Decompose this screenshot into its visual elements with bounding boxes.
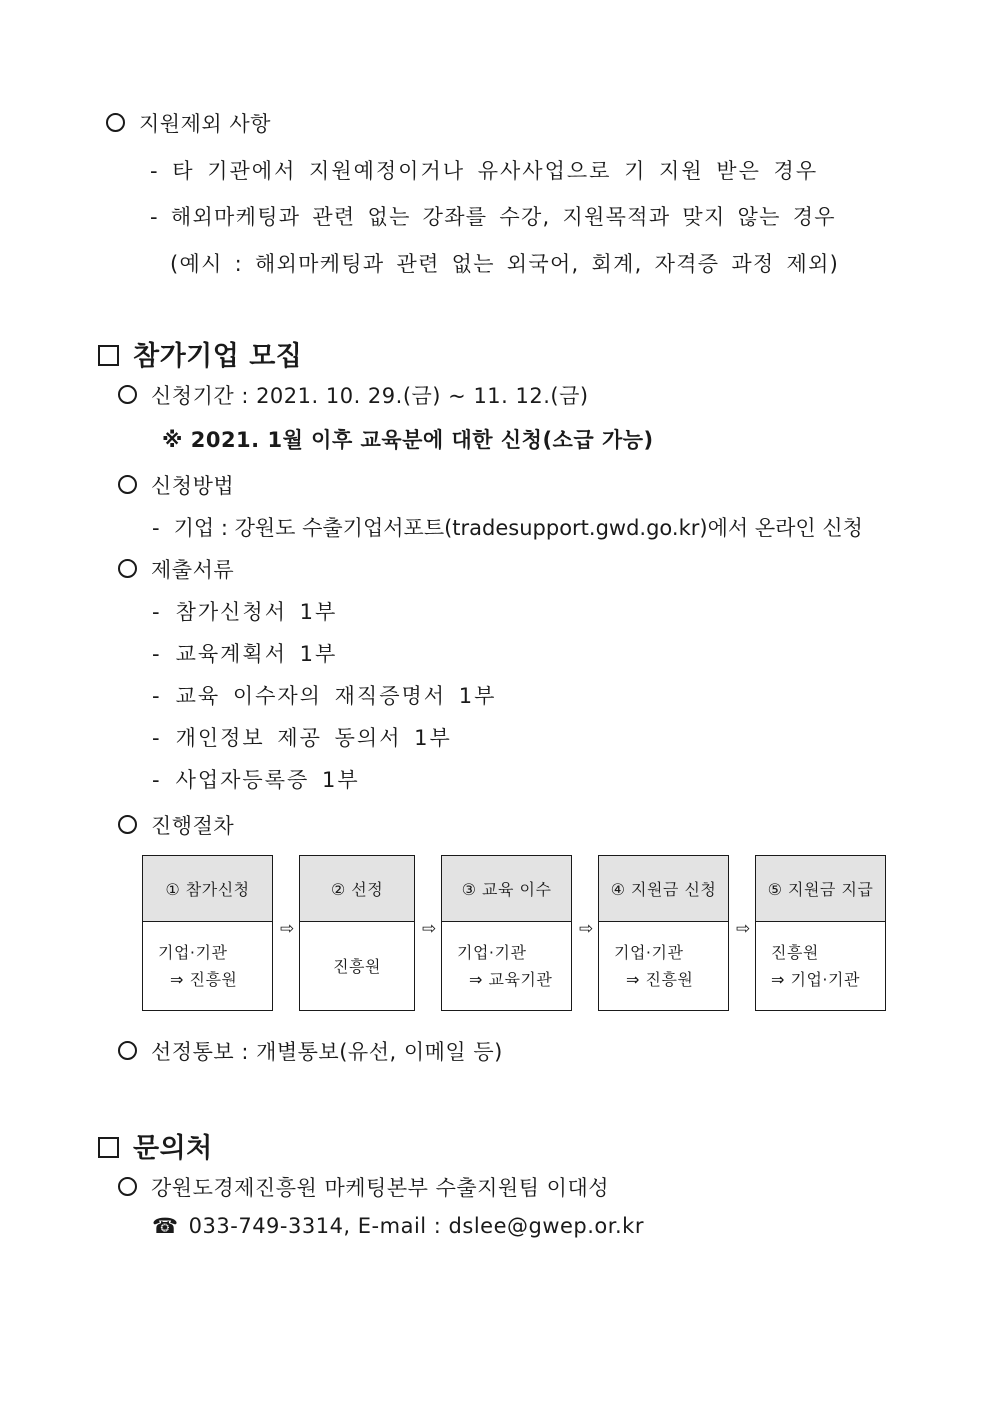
method-title-row xyxy=(118,470,234,500)
exclusion-title: 지원제외 사항 xyxy=(139,112,271,136)
contact-heading-row xyxy=(98,1126,213,1165)
step-head: ① 참가신청 xyxy=(143,856,272,922)
contact-phone-row xyxy=(152,1214,644,1238)
process-title: 진행절차 xyxy=(151,814,235,838)
doc-item: - 교육 이수자의 재직증명서 1부 xyxy=(152,684,497,708)
step-head: ③ 교육 이수 xyxy=(442,856,571,922)
step-box-4 xyxy=(598,855,729,1011)
doc-item: - 교육계획서 1부 xyxy=(152,642,338,666)
process-title-row xyxy=(118,810,234,840)
square-bullet-icon xyxy=(98,1137,119,1158)
exclusion-title-row xyxy=(106,108,271,138)
step-head: ⑤ 지원금 지급 xyxy=(756,856,885,922)
circle-bullet-icon xyxy=(118,815,137,834)
circle-bullet-icon xyxy=(106,113,125,132)
contact-phone: 033-749-3314, E-mail : dslee@gwep.or.kr xyxy=(188,1214,644,1238)
step-body: 기업·기관 ⇒ 진흥원 xyxy=(614,943,694,989)
square-bullet-icon xyxy=(98,345,119,366)
step-body: 진흥원 ⇒ 기업·기관 xyxy=(771,943,860,989)
step-box-2 xyxy=(299,855,415,1011)
process-flow xyxy=(142,855,886,1011)
doc-item: - 참가신청서 1부 xyxy=(152,600,338,624)
exclusion-item-1: - 타 기관에서 지원예정이거나 유사사업으로 기 지원 받은 경우 xyxy=(150,159,819,183)
doc-item: - 개인정보 제공 동의서 1부 xyxy=(152,726,452,750)
circle-bullet-icon xyxy=(118,559,137,578)
period-text: 신청기간 : 2021. 10. 29.(금) ~ 11. 12.(금) xyxy=(151,384,589,408)
notice-text: 선정통보 : 개별통보(유선, 이메일 등) xyxy=(151,1040,503,1064)
method-item-row: - 기업 : 강원도 수출기업서포트(tradesupport.gwd.go.kr)에서 온라인 신청 xyxy=(152,516,863,540)
step-head: ② 선정 xyxy=(300,856,414,922)
method-title: 신청방법 xyxy=(151,474,235,498)
circle-bullet-icon xyxy=(118,475,137,494)
circle-bullet-icon xyxy=(118,1041,137,1060)
exclusion-note: (예시 : 해외마케팅과 관련 없는 외국어, 회계, 자격증 과정 제외) xyxy=(170,252,840,276)
step-body: 진흥원 xyxy=(333,956,381,976)
arrow-right-icon: ⇨ xyxy=(579,919,594,939)
exclusion-item-2: - 해외마케팅과 관련 없는 강좌를 수강, 지원목적과 맞지 않는 경우 xyxy=(150,205,836,229)
step-box-1 xyxy=(142,855,273,1011)
period-row xyxy=(118,380,589,410)
docs-title: 제출서류 xyxy=(151,558,235,582)
notice-row xyxy=(118,1036,503,1066)
step-box-3 xyxy=(441,855,572,1011)
contact-org: 강원도경제진흥원 마케팅본부 수출지원팀 이대성 xyxy=(151,1176,610,1200)
circle-bullet-icon xyxy=(118,385,137,404)
arrow-right-icon: ⇨ xyxy=(736,919,751,939)
step-body: 기업·기관 ⇒ 교육기관 xyxy=(457,943,553,989)
arrow-right-icon: ⇨ xyxy=(280,919,295,939)
phone-icon: ☎ xyxy=(152,1214,179,1238)
circle-bullet-icon xyxy=(118,1177,137,1196)
method-item: 기업 : 강원도 수출기업서포트(tradesupport.gwd.go.kr)에서 온라인 신청 xyxy=(173,516,863,540)
docs-title-row xyxy=(118,554,234,584)
arrow-right-icon: ⇨ xyxy=(422,919,437,939)
step-body: 기업·기관 ⇒ 진흥원 xyxy=(158,943,238,989)
contact-org-row xyxy=(118,1172,609,1202)
doc-item: - 사업자등록증 1부 xyxy=(152,768,360,792)
period-note: ※ 2021. 1월 이후 교육분에 대한 신청(소급 가능) xyxy=(162,428,654,452)
contact-heading: 문의처 xyxy=(133,1133,213,1164)
step-head: ④ 지원금 신청 xyxy=(599,856,728,922)
recruit-heading-row xyxy=(98,334,302,373)
step-box-5 xyxy=(755,855,886,1011)
recruit-heading: 참가기업 모집 xyxy=(133,341,303,372)
